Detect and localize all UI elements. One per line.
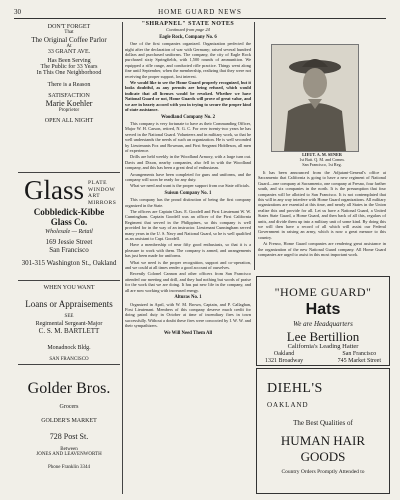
golder-address: 728 Post St. <box>49 432 89 441</box>
ad-divider <box>18 364 120 365</box>
page-header <box>14 6 386 18</box>
loans-heading: Loans or Appraisements <box>25 299 113 309</box>
portrait-image <box>272 45 358 151</box>
section-heading: Eagle Rock, Company No. 6 <box>159 34 217 40</box>
caption-name: LIEUT. A. M. SENER <box>302 152 342 157</box>
coffee-proprietor-name: Marie Koehler <box>45 99 93 108</box>
hats-location-oakland <box>265 351 303 365</box>
coffee-line: SATISFACTION <box>48 93 90 99</box>
article-paragraph: Organized in April, with W. M. Brown, Captain, and P. Callaghan, First Lieutenant. Members of this company deserve much credit for doing patrol duty in October at time of incendiary fires in town successfully. Without a doubt these fires were concocted by I. W. W. and their sympathizers. <box>125 301 251 329</box>
coffee-line: That <box>64 30 74 35</box>
article-paragraph: Drills are held weekly in the Woodland Armory, with a large turn out. Davis and Dixon, nearby companies, also fell in with the Woodland company, and this has been a great deal of enthusiasm. <box>125 154 251 171</box>
coffee-line: Has Been Serving <box>47 58 91 64</box>
glass-heading: Glass <box>24 175 84 205</box>
glass-service: PLATE <box>88 180 107 186</box>
golder-type: Grocers <box>59 404 79 410</box>
hats-location-sf <box>338 351 381 365</box>
glass-service: WINDOW <box>88 186 116 193</box>
diehls-name: DIEHL'S <box>267 381 323 396</box>
golder-ad <box>18 370 120 470</box>
glass-wholesale: Wholesale — Retail <box>45 229 93 235</box>
publication-title: HOME GUARD NEWS <box>158 8 242 16</box>
coffee-ad <box>18 24 120 124</box>
hats-heading: Hats <box>305 301 341 318</box>
coffee-line: At <box>66 44 72 49</box>
article-paragraph: The officers are Captain Chas. E. Goodell and First Lieutenant W. W. Cunningham. Captain Goodell was an officer of the First California Regiment that served in the Philippines, so this company is well provided for in the way of an instructor. Lieutenant Cunningham served many years in the U. S. Navy and National Guard, so he is well qualified as an assistant to Capt. Goodell. <box>125 209 251 242</box>
diehls-ad <box>256 368 390 494</box>
hats-address: 745 Market Street <box>337 358 381 364</box>
article-paragraph: It has been announced from the Adjutant-General's office at Sacramento that California is going to have a new regiment of National Guard—one company at Sacramento, one company at Fresno, four farther south, and six companies in the north. It is the presumption that four companies will be allotted to San Francisco. It is not contemplated that this will in any way interfere with Home Guard organizations. All military organizations are essential at this time, and nearly all States in the Union realize this and provide for all. Let us have a National Guard, a United States State Guard, a Home Guard, and then back of all this, regulars of units, and divide them up into a military unit of some kind. By doing this we will then have a record of all which will assist our Federal Government in raising an army, which is now a great menace to this country. <box>258 170 386 240</box>
glass-address: 301-315 Washington St., Oakland <box>21 259 117 267</box>
golder-name: Golder Bros. <box>27 380 111 397</box>
glass-service: ART <box>88 193 101 199</box>
article-continuation <box>258 170 386 259</box>
column-rule <box>122 22 123 494</box>
glass-company: Glass Co. <box>50 217 88 227</box>
loans-line: SAN FRANCISCO <box>49 357 89 362</box>
loans-line: WHEN YOU WANT <box>43 285 95 291</box>
article-paragraph: Recently Colonel Cannon and other officers from San Francisco attended our meeting and drill, and they had nothing but words of praise for the work that we are doing. It has put new life in the company, and all are now working with increased energy. <box>125 271 251 293</box>
hats-address: 1321 Broadway <box>265 358 304 364</box>
glass-services <box>88 180 116 206</box>
diehls-product: HUMAN HAIR <box>280 433 366 448</box>
article-paragraph: Have a membership of near fifty good enthusiasts, so that it is a pleasure to work with them. The company is armed, and arrangements has just been made for uniforms. <box>125 242 251 259</box>
header-rule <box>14 18 386 19</box>
coffee-line: DON'T FORGET <box>47 24 91 30</box>
article-subtitle: Continued from page 24 <box>166 27 210 33</box>
coffee-line: There is a Reason <box>47 82 91 88</box>
ad-divider <box>18 172 120 173</box>
golder-market: GOLDER'S MARKET <box>41 418 97 424</box>
hats-city: San Francisco <box>342 351 377 357</box>
section-heading: Alturas No. 1 <box>174 295 202 301</box>
glass-city: San Francisco <box>49 246 89 254</box>
page-number: 30 <box>14 8 21 16</box>
column-rule <box>254 22 255 270</box>
coffee-line: Proprietor <box>58 108 80 113</box>
caption-line: San Francisco, 1st Reg. <box>302 162 342 167</box>
coffee-address: 33 GRANT AVE. <box>47 49 91 55</box>
section-heading: Suisun Company No. 1 <box>164 190 212 196</box>
golder-between: Between <box>60 447 78 452</box>
glass-address: 169 Jessie Street <box>45 238 93 246</box>
article-paragraph: At Fresno, Home Guard companies are rendering great assistance in the organization of the new National Guard company. All Home Guard companies are urged to assist in this most important work. <box>258 241 386 258</box>
hats-ad <box>256 276 390 366</box>
loans-name: C. S. M. BARTLETT <box>38 327 100 335</box>
section-heading: Woodland Company No. 2 <box>160 114 216 120</box>
article-paragraph: Arrangements have been completed for guns and uniforms, and the company will soon be ready for any duty. <box>125 171 251 182</box>
coffee-line: The Public for 33 Years <box>40 64 98 70</box>
hats-sub: We are Headquarters <box>293 320 353 328</box>
section-heading: We Will Need Them All <box>163 330 213 336</box>
article-title: "SHRAPNEL" STATE NOTES <box>141 21 235 27</box>
article-paragraph: We would like to see the Home Guard properly recognized, but it looks doubtful, as any permits are being refused, which would indicate that all licenses would be revoked. Whether we have National Guard or not, Home Guards will prove of great value, and we are in hearty accord with you in trying to secure the proper kind of state assistance. <box>125 80 251 113</box>
diehls-city: OAKLAND <box>267 401 309 409</box>
golder-phone: Phone Franklin 3344 <box>48 465 90 470</box>
article-paragraph: One of the first companies organized. Organization perfected the night after the declaration of war with Germany; raised several hundred dollars and purchased uniforms. The company, the city of Eagle Rock purchased sixty Springfields, with 1,500 rounds of ammunition. We equipped a rifle range, and conducted rifle practice. Things went along fine until September, when the membership, realizing that they were not receiving the proper support, lost interest. <box>125 41 251 79</box>
article-paragraph: What we need is the proper recognition, support and co-operation, and we could at all times render a good account of ourselves. <box>125 259 251 271</box>
article-paragraph: This company is very fortunate to have as their Commanding Officer, Major W. H. Carson, retired, N. G. C. For over twenty-two years he has served in the National Guard. Volunteers and in military work, so that he well understands the needs of such an organization. He is well seconded by Lieutenants Fox and Bowman, and First Sergeant Hiddleson, all men of experience. <box>125 120 251 153</box>
coffee-name: The Original Coffee Parlor <box>31 36 107 44</box>
hats-title: "HOME GUARD" <box>274 285 372 299</box>
hats-tag: California's Leading Hatter <box>287 343 359 350</box>
golder-streets: JONES AND LEAVENWORTH <box>36 452 102 457</box>
hats-city: Oakland <box>273 351 295 357</box>
portrait-caption <box>258 152 386 167</box>
glass-service: MIRRORS <box>88 199 117 206</box>
loans-line: Monadnock Bldg. <box>47 345 91 351</box>
coffee-line: OPEN ALL NIGHT <box>44 118 94 124</box>
hats-owner: Lee Bertillion <box>286 329 360 344</box>
caption-line: 1st Batt. Q. M. and Comm. <box>299 157 345 162</box>
glass-company: Cobbledick-Kibbe <box>33 207 105 217</box>
diehls-product: GOODS <box>300 449 346 464</box>
glass-ad <box>18 177 120 289</box>
coffee-line: In This One Neighborhood <box>36 70 102 76</box>
loans-line: Regimental Sergeant-Major <box>35 321 103 327</box>
article-paragraph: This company has the proud distinction of being the first company organized in the State. <box>125 197 251 208</box>
loans-ad <box>18 285 120 362</box>
loans-line: SEE <box>64 314 74 319</box>
officer-portrait <box>271 44 359 152</box>
diehls-note: Country Orders Promptly Attended to <box>281 469 365 475</box>
diehls-best: The Best Qualities of <box>293 419 353 427</box>
article-paragraph: What we need and want is the proper support from our State officials. <box>130 183 250 189</box>
ad-divider <box>18 280 120 281</box>
article-column <box>125 22 251 337</box>
left-ad-column <box>18 22 120 492</box>
